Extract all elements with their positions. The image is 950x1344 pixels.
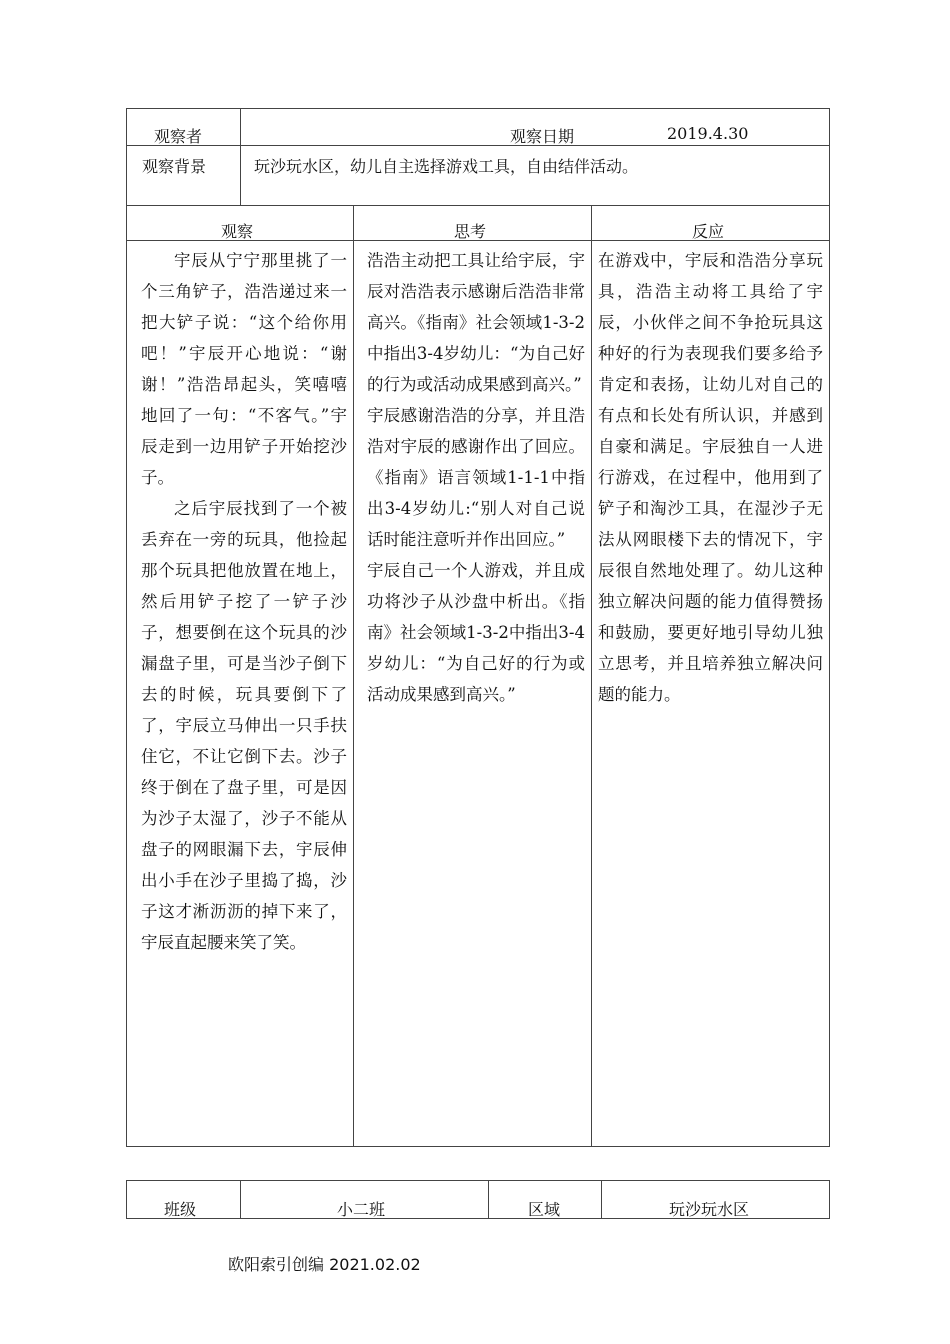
- date-label: 观察日期: [510, 127, 575, 146]
- observer-label: 观察者: [154, 127, 203, 146]
- column-header-thinking: 思考: [454, 222, 487, 241]
- area-label: 区域: [528, 1200, 561, 1219]
- observation-paragraph: 宇辰从宁宁那里挑了一个三角铲子，浩浩递过来一把大铲子说：“这个给你用吧！”宇辰开心地说：“谢谢！”浩浩昂起头，笑嘻嘻地回了一句：“不客气。”宇辰走到一边用铲子开始挖沙子。: [141, 251, 347, 487]
- thinking-paragraph: 宇辰自己一个人游戏，并且成功将沙子从沙盘中析出。《指南》社会领域1-3-2中指出3-4岁幼儿：“为自己好的行为或活动成果感到高兴。”: [367, 561, 585, 704]
- date-value: 2019.4.30: [667, 124, 749, 143]
- thinking-paragraph: 宇辰感谢浩浩的分享，并且浩浩对宇辰的感谢作出了回应。《指南》语言领域1-1-1中指出3-4岁幼儿:“别人对自己说话时能注意听并作出回应。”: [367, 406, 585, 549]
- observation-column: [141, 245, 347, 958]
- observation-paragraph: 之后宇辰找到了一个被丢弃在一旁的玩具，他捡起那个玩具把他放置在地上，然后用铲子挖了一铲子沙子，想要倒在这个玩具的沙漏盘子里，可是当沙子倒下去的时候，玩具要倒下了了，宇辰立马伸出一只手扶住它，不让它倒下去。沙子终于倒在了盘子里，可是因为沙子太湿了，沙子不能从盘子的网眼漏下去，宇辰伸出小手在沙子里捣了捣，沙子这才淅沥沥的掉下来了，宇辰直起腰来笑了笑。: [141, 499, 347, 952]
- column-header-observation: 观察: [221, 222, 254, 241]
- background-label: 观察背景: [142, 157, 207, 176]
- reaction-paragraph: 在游戏中，宇辰和浩浩分享玩具，浩浩主动将工具给了宇辰，小伙伴之间不争抢玩具这种好的行为表现我们要多给予肯定和表扬，让幼儿对自己的有点和长处有所认识，并感到自豪和满足。宇辰独自一人进行游戏，在过程中，他用到了铲子和淘沙工具，在湿沙子无法从网眼楼下去的情况下，宇辰很自然地处理了。幼儿这种独立解决问题的能力值得赞扬和鼓励，要更好地引导幼儿独立思考，并且培养独立解决问题的能力。: [598, 251, 823, 704]
- background-text: 玩沙玩水区，幼儿自主选择游戏工具，自由结伴活动。: [254, 157, 639, 176]
- class-label: 班级: [164, 1200, 197, 1219]
- footer-note: 欧阳索引创编 2021.02.02: [228, 1255, 421, 1274]
- column-header-reaction: 反应: [692, 222, 725, 241]
- class-value: 小二班: [337, 1200, 386, 1219]
- area-value: 玩沙玩水区: [669, 1200, 750, 1219]
- thinking-column: [367, 245, 585, 710]
- thinking-paragraph: 浩浩主动把工具让给宇辰，宇辰对浩浩表示感谢后浩浩非常高兴。《指南》社会领域1-3-2中指出3-4岁幼儿：“为自己好的行为或活动成果感到高兴。”: [367, 251, 585, 394]
- reaction-column: [598, 245, 823, 710]
